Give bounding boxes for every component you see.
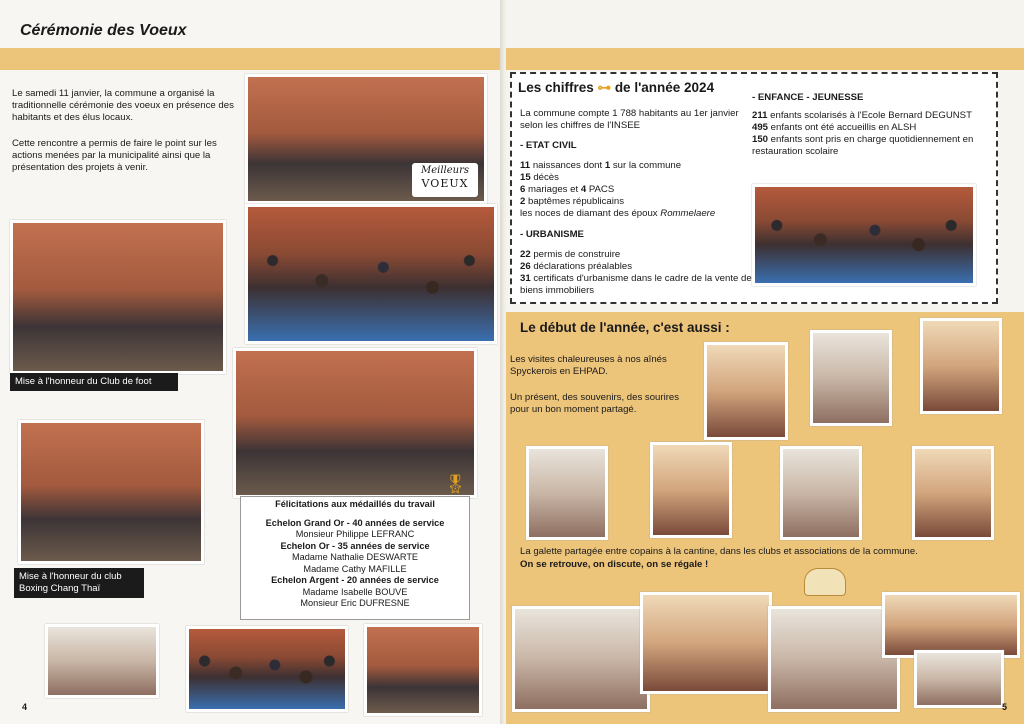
photo-galette-3	[768, 606, 900, 712]
photo-crowd-2	[186, 626, 348, 712]
argent-name-1: Madame Isabelle BOUVE	[302, 586, 408, 597]
urbanisme-list	[520, 249, 756, 297]
photo-galette-5	[914, 650, 1004, 708]
caption-club-foot: Mise à l'honneur du Club de foot	[10, 373, 178, 391]
page-number-right: 5	[1002, 702, 1008, 712]
photo-ehpad-2	[810, 330, 892, 426]
photo-musician	[364, 624, 482, 716]
debut-title: Le début de l'année, c'est aussi :	[520, 320, 730, 335]
population-text: La commune compte 1 788 habitants au 1er janvier selon les chiffres de l'INSEE	[520, 108, 739, 131]
medals-box	[240, 496, 470, 620]
header-band	[0, 48, 500, 70]
or-label: Echelon Or - 35 années de service	[280, 540, 430, 551]
photo-ehpad-5	[650, 442, 732, 538]
medal-icon: 🎖	[444, 474, 467, 494]
enfance-heading: - ENFANCE - JEUNESSE	[752, 92, 864, 103]
or-name-1: Madame Nathalie DESWARTE	[291, 552, 419, 562]
present-text: Un présent, des souvenirs, des sourires pour un bon moment partagé.	[510, 392, 680, 415]
caption-boxing: Mise à l'honneur du club Boxing Chang Thaï	[14, 568, 144, 598]
galette-bold: On se retrouve, on discute, on se régale !	[520, 559, 709, 570]
visites-text: Les visites chaleureuses à nos aînés Spyckerois en EHPAD.	[510, 354, 667, 377]
e-item-1: 211 enfants scolarisés à l'Ecole Bernard DEGUNST	[752, 110, 972, 121]
enfance-list	[752, 110, 990, 158]
photo-audience	[245, 204, 497, 344]
e-item-2: 495 enfants ont été accueillis en ALSH	[752, 122, 917, 133]
ec-item-2: 15 décès	[520, 172, 559, 183]
voeux-logo: Meilleurs VOEUX	[412, 163, 478, 197]
medals-heading: Félicitations aux médaillés du travail	[275, 499, 435, 509]
intro-paragraph-2: Cette rencontre a permis de faire le point sur les actions menées par la municipalité ainsi que la présentation des projets à venir.	[12, 138, 217, 173]
etat-civil-list	[520, 160, 756, 220]
grand-or-label: Echelon Grand Or - 40 années de service	[265, 517, 445, 528]
page-number-left: 4	[22, 702, 28, 712]
right-page	[506, 0, 1024, 724]
photo-ehpad-3	[920, 318, 1002, 414]
galette-crown-icon	[804, 568, 846, 596]
ec-item-3: 6 mariages et 4 PACS	[520, 184, 615, 195]
photo-galette-2	[640, 592, 772, 694]
chiffres-title: Les chiffres ⊶ de l'année 2024	[518, 80, 715, 95]
photo-school-event	[752, 184, 976, 286]
or-name-2: Madame Cathy MAFILLE	[303, 563, 407, 574]
photo-club-foot	[10, 220, 226, 374]
key-icon: ⊶	[597, 80, 612, 95]
ec-item-4: 2 baptêmes républicains	[520, 196, 625, 207]
photo-medailles	[233, 348, 477, 498]
etat-civil-heading: - ETAT CIVIL	[520, 140, 577, 151]
left-page	[0, 0, 506, 724]
argent-name-2: Monsieur Eric DUFRESNE	[300, 598, 410, 608]
photo-boxing	[18, 420, 204, 564]
u-item-2: 26 déclarations préalables	[520, 261, 633, 272]
ec-item-1: 11 naissances dont 1 sur la commune	[520, 160, 682, 171]
photo-ehpad-1	[704, 342, 788, 440]
photo-galette-4	[882, 592, 1020, 658]
e-item-3: 150 enfants sont pris en charge quotidiennement en restauration scolaire	[752, 134, 974, 157]
grand-or-name: Monsieur Philippe LEFRANC	[295, 529, 415, 539]
header-band-right	[506, 48, 1024, 70]
page-title: Cérémonie des Voeux	[20, 22, 187, 39]
photo-ehpad-7	[912, 446, 994, 540]
u-item-1: 22 permis de construire	[520, 249, 621, 260]
ec-item-5: les noces de diamant des époux Rommelaere	[520, 208, 716, 219]
argent-label: Echelon Argent - 20 années de service	[271, 575, 439, 585]
intro-paragraph-1: Le samedi 11 janvier, la commune a organisé la traditionnelle cérémonie des voeux en présence des habitants et des élus locaux.	[12, 88, 234, 123]
urbanisme-heading: - URBANISME	[520, 229, 584, 240]
u-item-3: 31 certificats d'urbanisme dans le cadre de la vente de biens immobiliers	[520, 273, 752, 296]
photo-ehpad-4	[526, 446, 608, 540]
photo-ehpad-6	[780, 446, 862, 540]
photo-food	[45, 624, 159, 698]
photo-speakers-table	[245, 74, 487, 204]
galette-text: La galette partagée entre copains à la cantine, dans les clubs et associations de la commune.	[520, 546, 918, 557]
photo-galette-1	[512, 606, 650, 712]
